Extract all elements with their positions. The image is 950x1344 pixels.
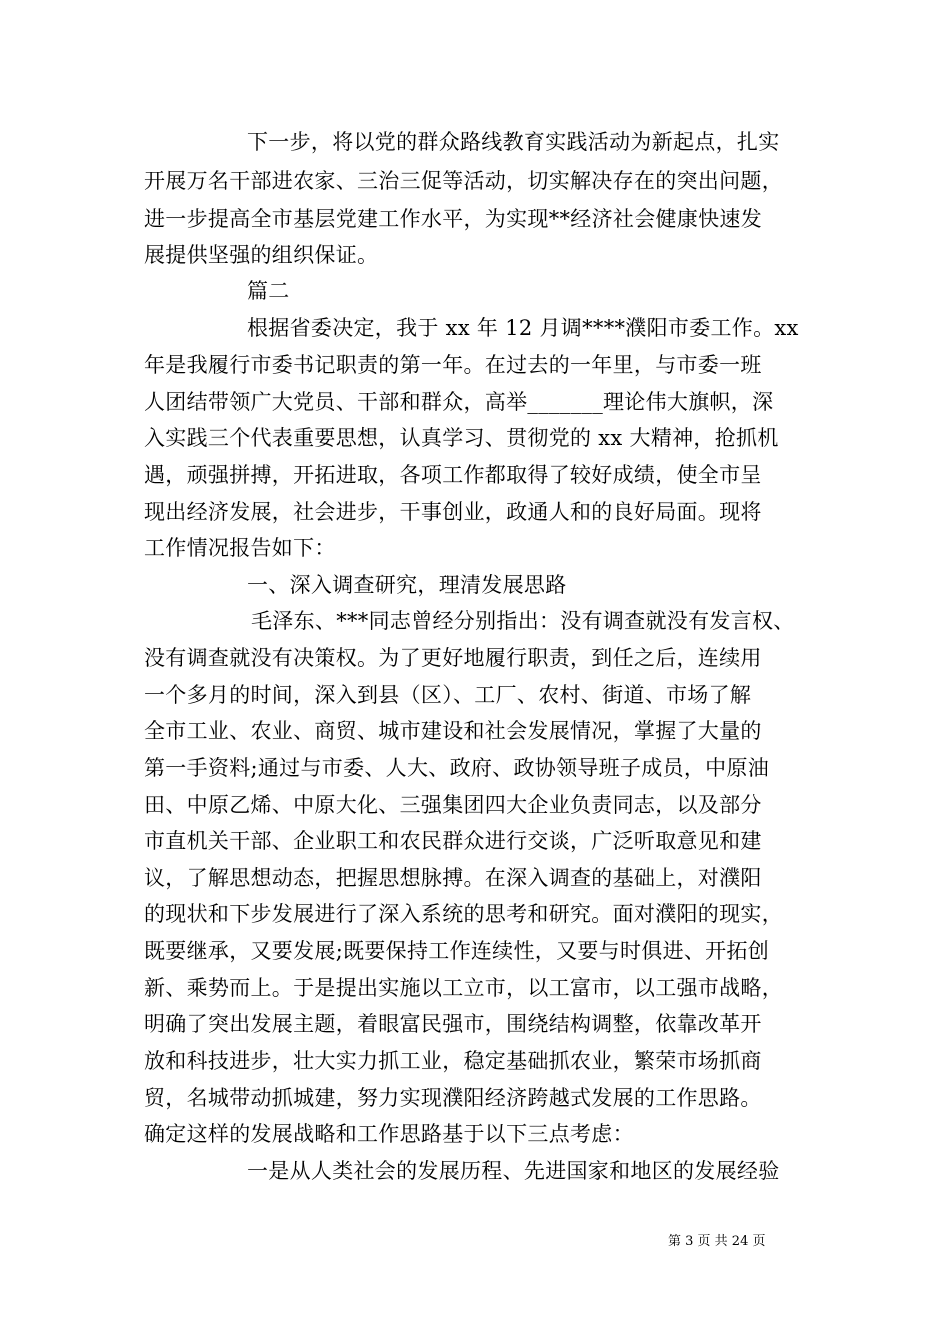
- body-line: 遇，顽强拼搏，开拓进取，各项工作都取得了较好成绩，使全市呈: [144, 463, 762, 487]
- body-line: 工作情况报告如下：: [144, 536, 336, 560]
- body-line: 根据省委决定，我于 xx 年 12 月调****濮阳市委工作。xx: [247, 316, 799, 340]
- body-line: 确定这样的发展战略和工作思路基于以下三点考虑：: [144, 1122, 634, 1146]
- body-line: 田、中原乙烯、中原大化、三强集团四大企业负责同志，以及部分: [144, 793, 762, 817]
- body-line: 的现状和下步发展进行了深入系统的思考和研究。面对濮阳的现实，: [144, 902, 783, 926]
- body-line: 毛泽东、***同志曾经分别指出：没有调查就没有发言权、: [251, 609, 795, 633]
- body-line: 全市工业、农业、商贸、城市建设和社会发展情况，掌握了大量的: [144, 719, 762, 743]
- body-line: 放和科技进步，壮大实力抓工业，稳定基础抓农业，繁荣市场抓商: [144, 1049, 762, 1073]
- body-line: 年是我履行市委书记职责的第一年。在过去的一年里，与市委一班: [144, 353, 762, 377]
- body-line: 开展万名干部进农家、三治三促等活动，切实解决存在的突出问题，: [144, 169, 783, 193]
- section-heading: 篇二: [247, 279, 290, 303]
- body-line: 进一步提高全市基层党建工作水平，为实现**经济社会健康快速发: [144, 207, 762, 231]
- body-line: 一是从人类社会的发展历程、先进国家和地区的发展经验: [247, 1159, 780, 1183]
- body-line: 新、乘势而上。于是提出实施以工立市，以工富市，以工强市战略，: [144, 976, 783, 1000]
- body-line: 既要继承，又要发展;既要保持工作连续性，又要与时俱进、开拓创: [144, 939, 770, 963]
- body-line: 贸，名城带动抓城建，努力实现濮阳经济跨越式发展的工作思路。: [144, 1086, 762, 1110]
- body-line: 现出经济发展，社会进步，干事创业，政通人和的良好局面。现将: [144, 500, 762, 524]
- body-line: 人团结带领广大党员、干部和群众，高举_______理论伟大旗帜，深: [144, 390, 774, 414]
- subsection-heading: 一、深入调查研究，理清发展思路: [247, 573, 567, 597]
- body-line: 议，了解思想动态，把握思想脉搏。在深入调查的基础上，对濮阳: [144, 866, 762, 890]
- body-line: 市直机关干部、企业职工和农民群众进行交谈，广泛听取意见和建: [144, 829, 762, 853]
- page-number-footer: 第 3 页 共 24 页: [668, 1234, 766, 1249]
- body-line: 明确了突出发展主题，着眼富民强市，围绕结构调整，依靠改革开: [144, 1012, 762, 1036]
- body-line: 入实践三个代表重要思想，认真学习、贯彻党的 xx 大精神，抢抓机: [144, 426, 779, 450]
- body-line: 一个多月的时间，深入到县（区）、工厂、农村、街道、市场了解: [144, 683, 752, 707]
- body-line: 下一步，将以党的群众路线教育实践活动为新起点，扎实: [247, 130, 780, 154]
- body-line: 展提供坚强的组织保证。: [144, 243, 379, 267]
- body-line: 没有调查就没有决策权。为了更好地履行职责，到任之后，连续用: [144, 646, 762, 670]
- body-line: 第一手资料;通过与市委、人大、政府、政协领导班子成员，中原油: [144, 756, 770, 780]
